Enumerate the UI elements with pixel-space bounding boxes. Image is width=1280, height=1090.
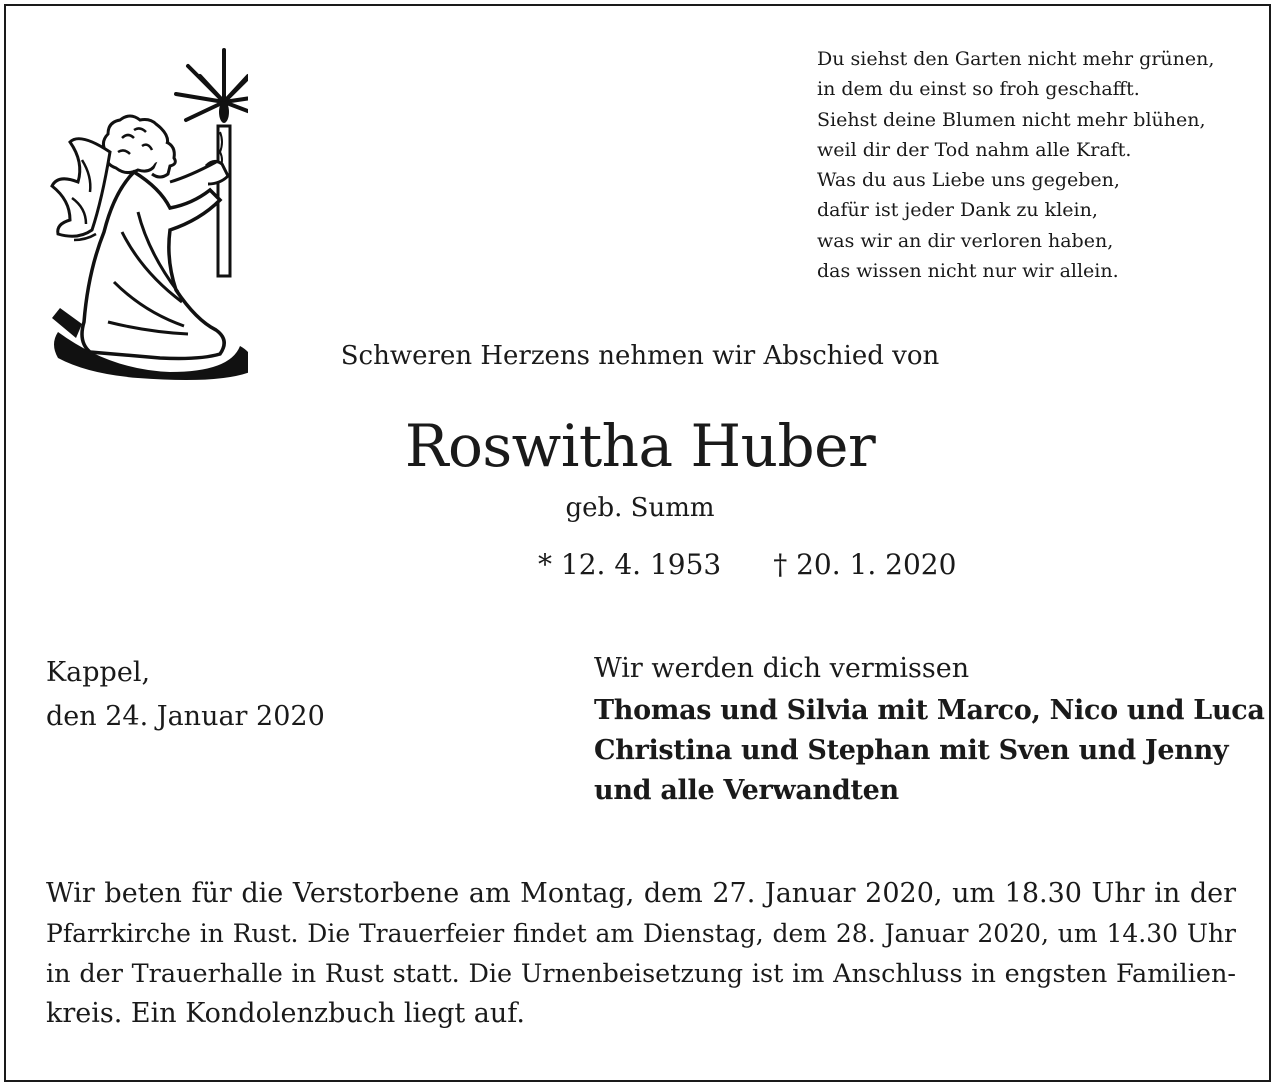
mourners-line: Christina und Stephan mit Sven und Jenny (594, 735, 1229, 766)
birth-date: * 12. 4. 1953 (538, 548, 722, 581)
mourners (594, 651, 1265, 811)
death-date: † 20. 1. 2020 (773, 548, 957, 581)
mourners-line: Thomas und Silvia mit Marco, Nico und Luca (594, 695, 1265, 726)
deceased-name: Roswitha Huber (404, 412, 876, 480)
birth-name: geb. Summ (565, 493, 715, 523)
service-notice-line: Pfarrkirche in Rust. Die Trauerfeier findet am Dienstag, dem 28. Januar 2020, um 14.30 Uhr (46, 919, 1236, 948)
service-notice-line: kreis. Ein Kondolenzbuch liegt auf. (46, 998, 525, 1029)
place-city: Kappel, (46, 657, 151, 688)
poem-line: in dem du einst so froh geschafft. (817, 78, 1140, 101)
farewell-intro: Schweren Herzens nehmen wir Abschied von (340, 341, 940, 371)
life-dates (538, 548, 956, 581)
service-notice-line: Wir beten für die Verstorbene am Montag, dem 27. Januar 2020, um 18.30 Uhr in der (46, 878, 1236, 909)
mourners-intro: Wir werden dich vermissen (594, 653, 970, 684)
poem-line: weil dir der Tod nahm alle Kraft. (817, 138, 1132, 161)
mourners-line: und alle Verwandten (594, 775, 899, 806)
notice-date: den 24. Januar 2020 (46, 701, 325, 732)
poem-line: Du siehst den Garten nicht mehr grünen, (817, 48, 1215, 70)
poem (817, 44, 1257, 286)
service-notice-line: in der Trauerhalle in Rust statt. Die Urnenbeisetzung ist im Anschluss in engsten Familien- (46, 959, 1236, 989)
place-and-date (46, 651, 325, 739)
poem-line: Siehst deine Blumen nicht mehr blühen, (817, 108, 1206, 131)
service-notice (46, 874, 1236, 1034)
poem-line: Was du aus Liebe uns gegeben, (817, 169, 1120, 192)
poem-line: dafür ist jeder Dank zu klein, (817, 199, 1098, 222)
poem-line: das wissen nicht nur wir allein. (817, 260, 1119, 283)
poem-line: was wir an dir verloren haben, (817, 229, 1114, 252)
